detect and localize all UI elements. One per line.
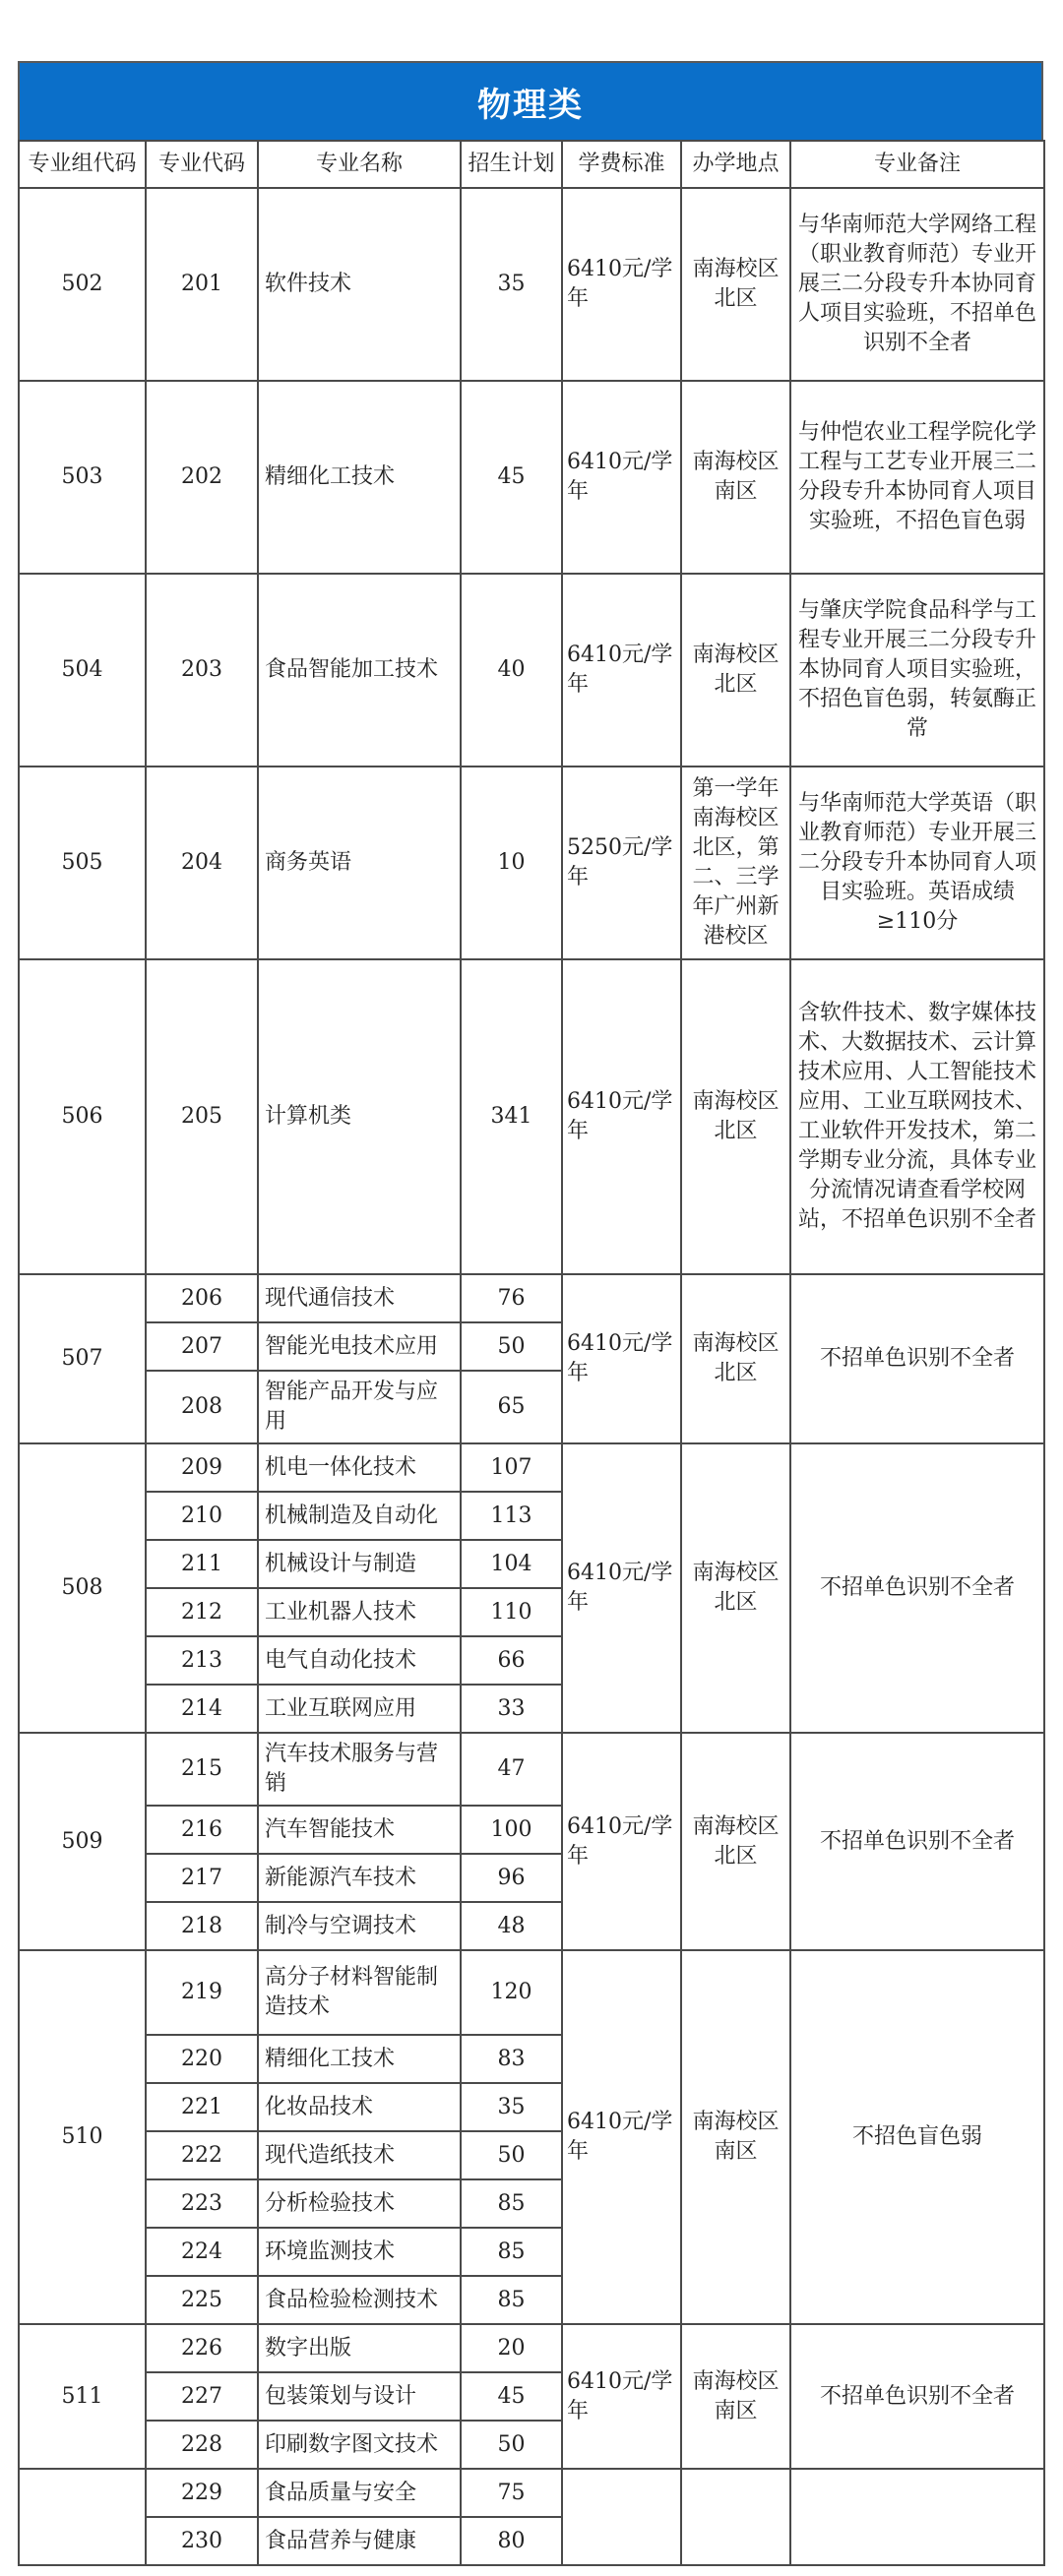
major-code-cell: 219 xyxy=(146,1950,258,2035)
plan-cell: 96 xyxy=(461,1854,562,1902)
major-name-cell: 工业机器人技术 xyxy=(258,1588,461,1636)
plan-cell: 48 xyxy=(461,1902,562,1950)
plan-cell: 66 xyxy=(461,1636,562,1685)
plan-cell: 83 xyxy=(461,2035,562,2083)
major-name-cell: 数字出版 xyxy=(258,2324,461,2372)
plan-cell: 45 xyxy=(461,2372,562,2421)
major-name-cell: 高分子材料智能制造技术 xyxy=(258,1950,461,2035)
major-code-cell: 223 xyxy=(146,2179,258,2228)
location-cell xyxy=(681,2469,790,2565)
major-name-cell: 现代通信技术 xyxy=(258,1274,461,1322)
header-major-code: 专业代码 xyxy=(146,141,258,188)
major-name-cell: 现代造纸技术 xyxy=(258,2131,461,2179)
major-code-cell: 230 xyxy=(146,2517,258,2565)
fee-cell: 6410元/学年 xyxy=(562,1950,681,2324)
major-code-cell: 216 xyxy=(146,1806,258,1854)
table-row xyxy=(19,2324,1044,2372)
admission-table xyxy=(18,140,1045,2566)
location-cell: 南海校区南区 xyxy=(681,2324,790,2469)
table-row xyxy=(19,767,1044,959)
major-code-cell: 226 xyxy=(146,2324,258,2372)
major-code-cell: 222 xyxy=(146,2131,258,2179)
major-code-cell: 202 xyxy=(146,381,258,574)
major-name-cell: 包装策划与设计 xyxy=(258,2372,461,2421)
major-code-cell: 201 xyxy=(146,188,258,381)
header-note: 专业备注 xyxy=(790,141,1044,188)
major-name-cell: 食品质量与安全 xyxy=(258,2469,461,2517)
location-cell: 南海校区北区 xyxy=(681,1443,790,1733)
fee-cell: 6410元/学年 xyxy=(562,959,681,1274)
major-code-cell: 214 xyxy=(146,1685,258,1733)
plan-cell: 100 xyxy=(461,1806,562,1854)
table-row xyxy=(19,1274,1044,1322)
major-code-cell: 228 xyxy=(146,2421,258,2469)
major-name-cell: 工业互联网应用 xyxy=(258,1685,461,1733)
major-code-cell: 213 xyxy=(146,1636,258,1685)
plan-cell: 20 xyxy=(461,2324,562,2372)
major-name-cell: 食品检验检测技术 xyxy=(258,2276,461,2324)
note-cell: 不招单色识别不全者 xyxy=(790,2324,1044,2469)
plan-cell: 65 xyxy=(461,1371,562,1443)
major-code-cell: 203 xyxy=(146,574,258,767)
plan-cell: 10 xyxy=(461,767,562,959)
table-row xyxy=(19,574,1044,767)
location-cell: 南海校区南区 xyxy=(681,1950,790,2324)
location-cell: 南海校区北区 xyxy=(681,1733,790,1950)
note-cell: 与仲恺农业工程学院化学工程与工艺专业开展三二分段专升本协同育人项目实验班，不招色盲色弱 xyxy=(790,381,1044,574)
major-name-cell: 印刷数字图文技术 xyxy=(258,2421,461,2469)
major-code-cell: 211 xyxy=(146,1540,258,1588)
group-code-cell: 510 xyxy=(19,1950,146,2324)
note-cell: 不招单色识别不全者 xyxy=(790,1443,1044,1733)
table-row xyxy=(19,1443,1044,1492)
header-major-name: 专业名称 xyxy=(258,141,461,188)
group-code-cell: 508 xyxy=(19,1443,146,1733)
major-name-cell: 机电一体化技术 xyxy=(258,1443,461,1492)
plan-cell: 85 xyxy=(461,2276,562,2324)
group-code-cell: 503 xyxy=(19,381,146,574)
plan-cell: 110 xyxy=(461,1588,562,1636)
plan-cell: 85 xyxy=(461,2179,562,2228)
plan-cell: 107 xyxy=(461,1443,562,1492)
header-location: 办学地点 xyxy=(681,141,790,188)
note-cell xyxy=(790,2469,1044,2565)
fee-cell: 6410元/学年 xyxy=(562,188,681,381)
major-code-cell: 209 xyxy=(146,1443,258,1492)
group-code-cell: 511 xyxy=(19,2324,146,2469)
major-code-cell: 225 xyxy=(146,2276,258,2324)
major-name-cell: 汽车技术服务与营销 xyxy=(258,1733,461,1806)
header-plan: 招生计划 xyxy=(461,141,562,188)
plan-cell: 341 xyxy=(461,959,562,1274)
location-cell: 南海校区南区 xyxy=(681,381,790,574)
major-name-cell: 环境监测技术 xyxy=(258,2228,461,2276)
major-name-cell: 精细化工技术 xyxy=(258,381,461,574)
major-code-cell: 212 xyxy=(146,1588,258,1636)
major-code-cell: 208 xyxy=(146,1371,258,1443)
plan-cell: 80 xyxy=(461,2517,562,2565)
table-row xyxy=(19,959,1044,1274)
plan-cell: 85 xyxy=(461,2228,562,2276)
major-code-cell: 205 xyxy=(146,959,258,1274)
table-row xyxy=(19,1733,1044,1806)
plan-cell: 50 xyxy=(461,2421,562,2469)
table-row xyxy=(19,2469,1044,2517)
table-body xyxy=(19,188,1044,2565)
major-code-cell: 218 xyxy=(146,1902,258,1950)
fee-cell: 5250元/学年 xyxy=(562,767,681,959)
note-cell: 含软件技术、数字媒体技术、大数据技术、云计算技术应用、人工智能技术应用、工业互联网技术、工业软件开发技术，第二学期专业分流，具体专业分流情况请查看学校网站，不招单色识别不全者 xyxy=(790,959,1044,1274)
major-code-cell: 221 xyxy=(146,2083,258,2131)
group-code-cell xyxy=(19,2469,146,2565)
plan-cell: 50 xyxy=(461,2131,562,2179)
plan-cell: 45 xyxy=(461,381,562,574)
note-cell: 与肇庆学院食品科学与工程专业开展三二分段专升本协同育人项目实验班，不招色盲色弱，转氨酶正常 xyxy=(790,574,1044,767)
header-fee: 学费标准 xyxy=(562,141,681,188)
note-cell: 不招单色识别不全者 xyxy=(790,1733,1044,1950)
note-cell: 与华南师范大学英语（职业教育师范）专业开展三二分段专升本协同育人项目实验班。英语成绩≥110分 xyxy=(790,767,1044,959)
location-cell: 南海校区北区 xyxy=(681,574,790,767)
fee-cell: 6410元/学年 xyxy=(562,1274,681,1443)
location-cell: 南海校区北区 xyxy=(681,188,790,381)
group-code-cell: 502 xyxy=(19,188,146,381)
major-code-cell: 207 xyxy=(146,1322,258,1371)
table-row xyxy=(19,188,1044,381)
major-name-cell: 精细化工技术 xyxy=(258,2035,461,2083)
group-code-cell: 509 xyxy=(19,1733,146,1950)
major-name-cell: 软件技术 xyxy=(258,188,461,381)
fee-cell: 6410元/学年 xyxy=(562,381,681,574)
major-name-cell: 智能产品开发与应用 xyxy=(258,1371,461,1443)
plan-cell: 50 xyxy=(461,1322,562,1371)
table-row xyxy=(19,1950,1044,2035)
plan-cell: 47 xyxy=(461,1733,562,1806)
group-code-cell: 507 xyxy=(19,1274,146,1443)
group-code-cell: 505 xyxy=(19,767,146,959)
plan-cell: 104 xyxy=(461,1540,562,1588)
location-cell: 第一学年南海校区北区，第二、三学年广州新港校区 xyxy=(681,767,790,959)
group-code-cell: 504 xyxy=(19,574,146,767)
location-cell: 南海校区北区 xyxy=(681,1274,790,1443)
major-name-cell: 商务英语 xyxy=(258,767,461,959)
major-code-cell: 227 xyxy=(146,2372,258,2421)
major-code-cell: 204 xyxy=(146,767,258,959)
fee-cell: 6410元/学年 xyxy=(562,2324,681,2469)
major-name-cell: 食品营养与健康 xyxy=(258,2517,461,2565)
note-cell: 与华南师范大学网络工程（职业教育师范）专业开展三二分段专升本协同育人项目实验班，不招单色识别不全者 xyxy=(790,188,1044,381)
header-group-code: 专业组代码 xyxy=(19,141,146,188)
major-code-cell: 215 xyxy=(146,1733,258,1806)
plan-cell: 120 xyxy=(461,1950,562,2035)
major-name-cell: 汽车智能技术 xyxy=(258,1806,461,1854)
major-name-cell: 电气自动化技术 xyxy=(258,1636,461,1685)
note-cell: 不招色盲色弱 xyxy=(790,1950,1044,2324)
note-cell: 不招单色识别不全者 xyxy=(790,1274,1044,1443)
major-name-cell: 化妆品技术 xyxy=(258,2083,461,2131)
major-code-cell: 206 xyxy=(146,1274,258,1322)
plan-cell: 33 xyxy=(461,1685,562,1733)
major-name-cell: 新能源汽车技术 xyxy=(258,1854,461,1902)
header-row xyxy=(19,141,1044,188)
major-name-cell: 制冷与空调技术 xyxy=(258,1902,461,1950)
plan-cell: 76 xyxy=(461,1274,562,1322)
major-name-cell: 计算机类 xyxy=(258,959,461,1274)
plan-cell: 113 xyxy=(461,1492,562,1540)
plan-cell: 75 xyxy=(461,2469,562,2517)
major-name-cell: 分析检验技术 xyxy=(258,2179,461,2228)
fee-cell xyxy=(562,2469,681,2565)
location-cell: 南海校区北区 xyxy=(681,959,790,1274)
major-name-cell: 食品智能加工技术 xyxy=(258,574,461,767)
major-name-cell: 智能光电技术应用 xyxy=(258,1322,461,1371)
major-name-cell: 机械设计与制造 xyxy=(258,1540,461,1588)
plan-cell: 35 xyxy=(461,188,562,381)
group-code-cell: 506 xyxy=(19,959,146,1274)
major-code-cell: 229 xyxy=(146,2469,258,2517)
major-code-cell: 217 xyxy=(146,1854,258,1902)
fee-cell: 6410元/学年 xyxy=(562,1443,681,1733)
admission-plan-panel xyxy=(18,61,1043,2566)
major-code-cell: 220 xyxy=(146,2035,258,2083)
major-code-cell: 210 xyxy=(146,1492,258,1540)
fee-cell: 6410元/学年 xyxy=(562,574,681,767)
major-code-cell: 224 xyxy=(146,2228,258,2276)
fee-cell: 6410元/学年 xyxy=(562,1733,681,1950)
plan-cell: 40 xyxy=(461,574,562,767)
major-name-cell: 机械制造及自动化 xyxy=(258,1492,461,1540)
table-row xyxy=(19,381,1044,574)
plan-cell: 35 xyxy=(461,2083,562,2131)
category-title: 物理类 xyxy=(18,61,1043,140)
